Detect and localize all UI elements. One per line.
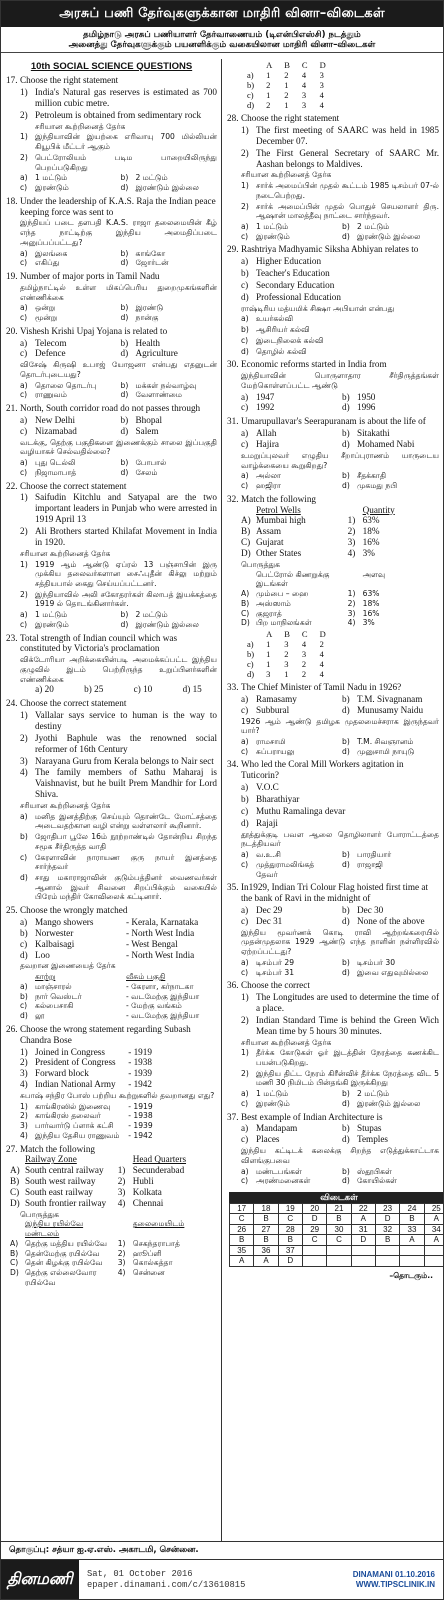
question-text: Choose the correct bbox=[241, 980, 310, 991]
tamil-text: இந்திய மூவர்ணக் கொடி ராவி ஆற்றங்கரையில் முதன்முதலாக 1929 ஆண்டு எந்த நாளின் நள்ளிரவில் ஏற்றப்பட்டது? bbox=[241, 927, 439, 957]
answer-cell: C bbox=[327, 1235, 351, 1245]
question-26: 26. Choose the wrong statement regarding Subash Chandra Bose 1) Joined in Congress - 1919 2) President of Congress - 1938 3) Forward block - 1939 4) Indian National Army - 1942 சுபாஷ் சந்திர போஸ் பற்றிய கூற்றுகளில் தவறானது எது? 1) காங்கிரஸில் இணைவு - 1919 2) காங்கிரஸ் தலைவர் - 1938 3) பார்வார்டு ப்ளாக் கட்சி - 1939 4) இந்திய தேசிய ராணுவம் - 1942 bbox=[6, 1024, 217, 1141]
option: ஒன்று bbox=[35, 303, 56, 313]
option: சுப்பராயலு bbox=[256, 746, 295, 756]
option: ஆசிரியர் கல்வி bbox=[256, 325, 310, 335]
option: இரண்டு bbox=[135, 303, 164, 313]
match-list: Petrol Wells Quantity A) Mumbai high 1) 63% B) Assam 2) 18% C) Gujarat 3) 16% D) Other States 4) 3% bbox=[241, 504, 395, 559]
tamil-text: சரியான கூற்றினைத் தேர்க bbox=[241, 170, 332, 180]
option: டிசம்பர் 30 bbox=[357, 957, 396, 967]
question-24: 24. Choose the correct statement 1) Vallalar says service to human is the way to destiny 2) Jyothi Baphule was the renowned social reformer of 16th Century 3) Narayana Guru from Kerala belongs to Nair sect 4) The family members of Sathu Maharaj is Vaishnavist, but he built Prem Mandhir for Lord Shiva. சரியான கூற்றினைத் தேர்க a) மனித இனத்திற்கு செய்யும் தொண்டே மோட்சத்தை அடைவதற்கான வழி என்று வள்ளலார் கூறினார். b) ஜோதிபா பூலே 16ம் நூற்றாண்டில் தோன்றிய சிறந்த சமூக சீர்திருத்த வாதி c) கேரளாவின் நாராயண குரு நாயர் இனத்தை சார்ந்தவர் d) சாது மகாராஜாவின் குடும்பத்தினர் வைணவர்கள் ஆனால் இவர் சிவனை சிறப்பிக்கும் வகையில் பிரேம் மந்திர் கோவிலைக் கட்டினார். bbox=[6, 698, 217, 902]
question-17: 17. Choose the right statement 1) India's Natural gas reserves is estimated as 700 million cubic metre. 2) Petroleum is obtained from sedimentary rock சரியான கூற்றினைத் தேர்க 1) இந்தியாவின் இயற்கை எரிவாயு 700 மில்லியன் கியூபிக் மீட்டர் ஆகும் 2) பெட்ரோலியம் படிம பாறையிலிருந்து பெறப்படுகிறது a) 1 மட்டும் b) 2 மட்டும் c) இரண்டும் d) இரண்டும் இல்லை bbox=[6, 75, 217, 192]
answer-cell: 30 bbox=[327, 1224, 351, 1234]
tamil-text: பொருத்துக bbox=[241, 559, 280, 569]
question-text: Who led the Coral Mill Workers agitation in Tuticorin? bbox=[241, 759, 404, 781]
option: Professional Education bbox=[256, 291, 341, 302]
statement: The First General Secretary of SAARC Mr. Aashan belongs to Maldives. bbox=[256, 147, 439, 169]
options: a) தொலை தொடர்பு b) மக்கள் நல்வாழ்வு c) ராணுவம் d) வேளாண்மை bbox=[20, 380, 197, 400]
answer-cell: B bbox=[327, 1214, 351, 1224]
answer-cell bbox=[424, 1256, 443, 1266]
option: Teacher's Education bbox=[256, 268, 330, 279]
answer-cell: A bbox=[230, 1256, 254, 1266]
question-33: 33. The Chief Minister of Tamil Nadu in 1926? a) Ramasamy b) T.M. Sivagnanam c) Subbural d) Munusamy Naidu 1926 ஆம் ஆண்டு தமிழக முதலமைச்சராக இருந்தவர் யார்? a) ராமசாமி b) T.M. சிவஞானம் c) சுப்பராயலு d) முனுசாமி நாயுடு bbox=[227, 682, 439, 756]
question-27: 27. Match the following Railway Zone Head Quarters A) South central railway 1) Secunderabad B) South west railway 2) Hubli C) South east railway 3) Kolkata D) South frontier railway 4) Chennai பொருத்துக இந்திய ரயில்வே மண்டலம் தலைமையிடம் A) தெற்கு மத்திய ரயில்வே 1) செகந்தராபாத் B) தென்மேற்கு ரயில்வே 2) ஹூப்ளி C) தென் கிழக்கு ரயில்வே 3) கொல்கத்தா D) தெற்கு எல்லைவோர ரயில்வே 4) சென்னை bbox=[6, 1144, 217, 1288]
tamil-text: சரியான கூற்றினைத் தேர்க bbox=[35, 121, 126, 131]
answer-cell: 26 bbox=[230, 1224, 254, 1234]
option: Allah bbox=[256, 428, 277, 439]
answer-cell: B bbox=[400, 1214, 424, 1224]
option: 1996 bbox=[357, 402, 376, 413]
options: a) Mandapam b) Stupas c) Places d) Temples bbox=[241, 1123, 388, 1145]
tamil-statement: கேரளாவின் நாராயண குரு நாயர் இனத்தை சார்ந்தவர் bbox=[35, 852, 217, 872]
option: 1947 bbox=[256, 391, 275, 402]
options: a) Telecom b) Health c) Defence d) Agriculture bbox=[20, 337, 178, 359]
option: இவை எதுவுமில்லை bbox=[357, 967, 429, 977]
tamil-text: சுபாஷ் சந்திர போஸ் பற்றிய கூற்றுகளில் தவறானது எது? bbox=[20, 1090, 215, 1100]
options: a) 1 மட்டும் b) 2 மட்டும் c) இரண்டும் d) இரண்டும் இல்லை bbox=[20, 173, 199, 192]
option: Nizamabad bbox=[35, 425, 77, 436]
answer-cell: 27 bbox=[254, 1224, 278, 1234]
dinamani-logo: தினமணி bbox=[1, 1560, 79, 1599]
option: Defence bbox=[35, 348, 66, 359]
option: Dec 30 bbox=[357, 904, 384, 915]
statement: Ali Brothers started Khilafat Movement in India in 1920. bbox=[35, 526, 217, 547]
option: கோயில்கள் bbox=[357, 1176, 398, 1186]
options: a) 1 மட்டும் b) 2 மட்டும் c) இரண்டும் d) இரண்டும் இல்லை bbox=[241, 1089, 421, 1108]
statement: Petroleum is obtained from sedimentary rock bbox=[35, 109, 202, 120]
question-28: 28. Choose the right statement 1) The first meeting of SAARC was held in 1985 December 07. 2) The First General Secretary of SAARC Mr. Aashan belongs to Maldives. சரியான கூற்றினைத் தேர்க 1) சார்க் அமைப்பின் முதல் கூட்டம் 1985 டிசம்பர் 07-ல் நடைபெற்றது. 2) சார்க் அமைப்பின் முதல் பொதுச் செயலாளர் திரு. ஆஷான் மாலத்தீவு நாட்டை சார்ந்தவர். a) 1 மட்டும் b) 2 மட்டும் c) இரண்டும் d) இரண்டும் இல்லை bbox=[227, 113, 439, 241]
option: New Delhi bbox=[35, 415, 76, 426]
brand-date: DINAMANI 01.10.2016 bbox=[352, 1570, 435, 1580]
question-30: 30. Economic reforms started in India from இந்தியாவின் பொருளாதார சீர்திருத்தங்கள் மேற்கொள்ளப்பட்ட ஆண்டு a) 1947 b) 1950 c) 1992 d) 1996 bbox=[227, 359, 439, 413]
tamil-text: தமிழ்நாட்டில் உள்ள மிகப்பெரிய துறைமுகங்களின் எண்ணிக்கை bbox=[20, 282, 217, 302]
tamil-text: உமறுப்புலவர் எழுதிய சீறாப்புராணம் யாருடைய வாழ்க்கையை கூறுகிறது? bbox=[241, 450, 439, 470]
answer-cell: 35 bbox=[230, 1245, 254, 1255]
option: இரண்டும் bbox=[256, 1098, 290, 1108]
question-text: Match the following bbox=[241, 493, 317, 504]
option: நான்கு bbox=[135, 313, 159, 322]
option: ஜோர்டன் bbox=[135, 258, 169, 268]
answer-cell: B bbox=[278, 1235, 302, 1245]
tamil-statement: சார்க் அமைப்பின் முதல் பொதுச் செயலாளர் திரு. ஆஷான் மாலத்தீவு நாட்டை சார்ந்தவர். bbox=[256, 201, 439, 221]
tamil-text: வடக்கு, தெற்கு பகுதிகளை இணைக்கும் சாலை இப்பகுதி வழியாகச் செல்வதில்லை? bbox=[20, 437, 217, 457]
answer-cell: 25 bbox=[424, 1203, 443, 1213]
question-text: In1929, Indian Tri Colour Flag hoisted first time at the bank of Ravi in the midnight of bbox=[241, 882, 429, 904]
option: Subbural bbox=[256, 704, 290, 715]
print-info bbox=[79, 1560, 353, 1599]
option: டிசம்பர் 31 bbox=[256, 967, 295, 977]
options: a) 1 மட்டும் b) 2 மட்டும் c) இரண்டும் d) இரண்டும் இல்லை bbox=[20, 610, 199, 629]
option: புது டெல்லி bbox=[35, 458, 76, 468]
answer-key bbox=[229, 1192, 439, 1267]
options: a) Ramasamy b) T.M. Sivagnanam c) Subbural d) Munusamy Naidu bbox=[241, 693, 424, 715]
option: Health bbox=[135, 337, 160, 348]
option: தொழில் கல்வி bbox=[256, 346, 307, 356]
answer-cell: B bbox=[230, 1235, 254, 1245]
answer-cell bbox=[375, 1245, 399, 1255]
question-18: 18. Under the leadership of K.A.S. Raja the Indian peace keeping force was sent to இந்தியப் படை தளபதி K.A.S. ராஜா தலைமையின் கீழ் எந்த நாட்டிற்கு இந்திய அமைதிப்படை அனுப்பப்பட்டது? a) இலங்கை b) காங்கோ c) எகிப்து d) ஜோர்டன் bbox=[6, 195, 217, 268]
answer-letter-row bbox=[230, 1256, 444, 1266]
tamil-statement: இந்தியாவின் இயற்கை எரிவாயு 700 மில்லியன் கியூபிக் மீட்டர் ஆகும் bbox=[35, 132, 217, 152]
answer-cell bbox=[400, 1256, 424, 1266]
option: பாரதியார் bbox=[357, 850, 392, 860]
option: இரண்டும் இல்லை bbox=[357, 231, 421, 241]
tamil-text: பொருத்துக bbox=[20, 1209, 59, 1219]
answer-cell: D bbox=[351, 1235, 375, 1245]
section-heading: 10th SOCIAL SCIENCE QUESTIONS bbox=[30, 61, 193, 72]
option: Rajaji bbox=[256, 817, 278, 828]
option: Mandapam bbox=[256, 1123, 298, 1134]
question-text: Under the leadership of K.A.S. Raja the Indian peace keeping force was sent to bbox=[20, 195, 216, 217]
option: Secondary Education bbox=[256, 279, 335, 290]
answer-cell: 20 bbox=[302, 1203, 326, 1213]
option: தொலை தொடர்பு bbox=[35, 380, 97, 390]
option: ராஜாஜி bbox=[357, 859, 383, 869]
options: a) புது டெல்லி b) போபால் c) நிஜாமாபாத் d) சேலம் bbox=[20, 458, 167, 477]
option: இரண்டும் இல்லை bbox=[135, 182, 199, 192]
tamil-text: இந்தியப் படை தளபதி K.A.S. ராஜா தலைமையின் கீழ் எந்த நாட்டிற்கு இந்திய அமைதிப்படை அனுப்பப்பட்டது? bbox=[20, 218, 217, 247]
options: a) ஒன்று b) இரண்டு c) மூன்று d) நான்கு bbox=[20, 303, 164, 322]
print-date: Sat, 01 October 2016 bbox=[87, 1569, 193, 1580]
match-list: 1) Joined in Congress - 1919 2) President of Congress - 1938 3) Forward block - 1939 4) Indian National Army - 1942 bbox=[20, 1046, 152, 1090]
tamil-text: ராஷ்டிரிய மத்யமிக் சிக்ஷா அபியான் என்பது bbox=[241, 303, 395, 313]
option: ராமசாமி bbox=[256, 737, 286, 747]
option: முத்துராமலிங்கத் தேவர் bbox=[256, 859, 315, 879]
option: 1 மட்டும் bbox=[256, 221, 289, 231]
option: இரண்டும் bbox=[35, 182, 69, 192]
answer-cell: A bbox=[424, 1214, 443, 1224]
option: Agriculture bbox=[135, 348, 178, 359]
answer-cell: A bbox=[424, 1235, 443, 1245]
question-text: Choose the correct statement bbox=[20, 698, 127, 709]
answer-cell: 21 bbox=[327, 1203, 351, 1213]
tamil-statement: ஜோதிபா பூலே 16ம் நூற்றாண்டில் தோன்றிய சிறந்த சமூக சீர்திருத்த வாதி bbox=[35, 832, 217, 851]
option: Stupas bbox=[357, 1123, 382, 1134]
statement: Jyothi Baphule was the renowned social reformer of 16th Century bbox=[35, 732, 217, 754]
tamil-text: தவறான இணையைத் தேர்க bbox=[20, 961, 116, 971]
answer-number-row bbox=[230, 1245, 444, 1255]
brand-info bbox=[353, 1560, 443, 1599]
answer-cell: C bbox=[302, 1235, 326, 1245]
options: a) ராமசாமி b) T.M. சிவஞானம் c) சுப்பராயலு d) முனுசாமி நாயுடு bbox=[241, 737, 415, 756]
question-text: Choose the right statement bbox=[241, 113, 340, 124]
statement: The Longitudes are used to determine the time of a place. bbox=[256, 992, 439, 1013]
page-subtitle bbox=[1, 27, 443, 53]
option: 1 மட்டும் bbox=[35, 173, 68, 183]
credit-bar bbox=[1, 1542, 443, 1560]
answer-cell bbox=[327, 1245, 351, 1255]
option: போபால் bbox=[135, 458, 167, 468]
tamil-statement: சாது மகாராஜாவின் குடும்பத்தினர் வைணவர்கள் ஆனால் இவர் சிவனை சிறப்பிக்கும் வகையில் பிரேம் மந்திர் கோவிலைக் கட்டினார். bbox=[35, 873, 217, 902]
option: c) 10 bbox=[133, 684, 153, 695]
option: V.O.C bbox=[256, 782, 279, 793]
tamil-text: இந்திய கட்டிடக் கலைக்கு சிறந்த எடுத்துக்காட்டாக விளங்குபவை bbox=[241, 1146, 439, 1165]
option: Sitakathi bbox=[357, 428, 390, 439]
options: a) மண்டபங்கள் b) ஸ்தூபிகள் c) அரண்மனைகள் d) கோயில்கள் bbox=[241, 1166, 398, 1186]
answer-cell: A bbox=[400, 1235, 424, 1245]
brand-site-link[interactable]: WWW.TIPSCLINIK.IN bbox=[355, 1579, 435, 1589]
question-text: Rashtriya Madhyamic Siksha Abhiyan relates to bbox=[241, 244, 419, 255]
left-column bbox=[1, 59, 222, 1541]
option: T.M. சிவஞானம் bbox=[357, 737, 414, 747]
tamil-text: விக்டோரியா அறிக்கையின்படி அமைக்கப்பட்ட இந்திய குழுவில் இடம் பெற்றிருந்த உறுப்பினர்களின் எண்ணிக்கை bbox=[20, 655, 217, 684]
option: T.M. Sivagnanam bbox=[357, 693, 423, 704]
credit-text: தொகுப்பு: சத்யா ஐ.ஏ.எஸ். அகாடமி, சென்னை. bbox=[9, 1545, 199, 1556]
options bbox=[6, 684, 217, 695]
answer-cell: D bbox=[375, 1214, 399, 1224]
option: 2 மட்டும் bbox=[135, 610, 168, 620]
option: Hajira bbox=[256, 439, 279, 450]
question-text: Choose the correct statement bbox=[20, 480, 127, 491]
answer-cell: A bbox=[254, 1256, 278, 1266]
subtitle-line-1: தமிழ்நாடு அரசுப் பணியாளர் தேர்வாணையம் (டிஎன்பிஎஸ்சி) நடத்தும் bbox=[83, 30, 361, 40]
question-text: Economic reforms started in India from bbox=[241, 359, 387, 370]
option: இலங்கை bbox=[35, 248, 68, 258]
question-text: Best example of Indian Architecture is bbox=[241, 1111, 383, 1122]
answer-cell bbox=[424, 1245, 443, 1255]
option: 1 மட்டும் bbox=[256, 1089, 289, 1099]
statement: Narayana Guru from Kerala belongs to Nair sect bbox=[35, 755, 214, 766]
option: ஹஜிரா bbox=[256, 481, 281, 491]
answer-cell: 37 bbox=[278, 1245, 302, 1255]
option: இடைநிலைக் கல்வி bbox=[256, 335, 324, 345]
answer-cell: 23 bbox=[375, 1203, 399, 1213]
option: டிசம்பர் 29 bbox=[256, 957, 295, 967]
option: Higher Education bbox=[256, 256, 322, 267]
option: 2 மட்டும் bbox=[357, 221, 390, 231]
option: a) 20 bbox=[35, 684, 54, 695]
options: a) இலங்கை b) காங்கோ c) எகிப்து d) ஜோர்டன் bbox=[20, 248, 169, 268]
tamil-text: சரியான கூற்றினைத் தேர்க bbox=[20, 548, 111, 558]
tamil-statement: இந்தியாவில் அலி சகோதரர்கள் கிலாபத் இயக்கத்தை 1919 ல் தொடங்கினார்கள். bbox=[35, 589, 217, 609]
option: இரண்டும் bbox=[256, 231, 290, 241]
question-22: 22. Choose the correct statement 1) Saifudin Kitchlu and Satyapal are the two important leaders in Punjab who were arrested in 1919 April 13 2) Ali Brothers started Khilafat Movement in India in 1920. சரியான கூற்றினைத் தேர்க 1) 1919 ஆம் ஆண்டு ஏப்ரல் 13 பஞ்சாபின் இரு முக்கிய தலைவர்களான சைஃபுதீன் கிச்லு மற்றும் சத்தியபால் கைது செய்யப்பட்டனர். 2) இந்தியாவில் அலி சகோதரர்கள் கிலாபத் இயக்கத்தை 1919 ல் தொடங்கினார்கள். a) 1 மட்டும் b) 2 மட்டும் c) இரண்டும் d) இரண்டும் இல்லை bbox=[6, 480, 217, 629]
answer-cell: 31 bbox=[351, 1224, 375, 1234]
option: மக்கள் நல்வாழ்வு bbox=[135, 380, 197, 390]
option: 1992 bbox=[256, 402, 275, 413]
tamil-statement: சார்க் அமைப்பின் முதல் கூட்டம் 1985 டிசம்பர் 07-ல் நடைபெற்றது. bbox=[256, 181, 439, 200]
question-21: 21. North, South corridor road do not passes through a) New Delhi b) Bhopal c) Nizamabad d) Salem வடக்கு, தெற்கு பகுதிகளை இணைக்கும் சாலை இப்பகுதி வழியாகச் செல்வதில்லை? a) புது டெல்லி b) போபால் c) நிஜாமாபாத் d) சேலம் bbox=[6, 403, 217, 477]
option: சீதக்காதி bbox=[357, 471, 387, 481]
tamil-match-list: காற்று வீசும் பகுதி a) மாஞ்சாரல் - கேரளா, கர்நாடகா b) நார் வெஸ்டர் - வடமேற்கு இந்தியா c) கல்பைசாகி - மேற்கு வங்கம் d) லூ - வடமேற்கு இந்தியா bbox=[20, 972, 200, 1021]
options: a) டிசம்பர் 29 b) டிசம்பர் 30 c) டிசம்பர் 31 d) இவை எதுவுமில்லை bbox=[241, 957, 429, 977]
option: வேளாண்மை bbox=[135, 390, 182, 400]
answer-cell: 32 bbox=[375, 1224, 399, 1234]
answer-cell: 33 bbox=[400, 1224, 424, 1234]
question-text: Vishesh Krishi Upaj Yojana is related to bbox=[20, 325, 168, 336]
option: 1 மட்டும் bbox=[35, 610, 68, 620]
answer-cell bbox=[327, 1256, 351, 1266]
options: a) வ.உ.சி b) பாரதியார் c) முத்துராமலிங்கத் தேவர் d) ராஜாஜி bbox=[241, 850, 392, 879]
tamil-text: விசேஷ் கிருஷி உபாஜ் யோஜனா என்பது எதனுடன் தொடர்புடையது? bbox=[20, 360, 217, 380]
option: உயர்கல்வி bbox=[256, 314, 294, 324]
option: சேலம் bbox=[135, 467, 158, 477]
option: Mohamed Nabi bbox=[357, 439, 415, 450]
question-text: Number of major ports in Tamil Nadu bbox=[20, 270, 160, 281]
option: Munusamy Naidu bbox=[357, 704, 424, 715]
option: Dec 31 bbox=[256, 915, 283, 926]
tamil-statement: பெட்ரோலியம் படிம பாறையிலிருந்து பெறப்படுகிறது bbox=[35, 152, 217, 172]
answer-code-table: A B C D a) 1 2 4 3 b) 2 1 4 3 c) 1 2 3 4 d) 2 1 3 4 bbox=[247, 60, 326, 111]
tamil-text: 1926 ஆம் ஆண்டு தமிழக முதலமைச்சராக இருந்தவர் யார்? bbox=[241, 716, 439, 736]
option: முகமது நபி bbox=[357, 481, 398, 491]
answer-cell: 24 bbox=[400, 1203, 424, 1213]
option: Bhopal bbox=[135, 415, 163, 426]
option: b) 25 bbox=[84, 684, 104, 695]
question-columns bbox=[1, 59, 443, 1541]
question-text: The Chief Minister of Tamil Nadu in 1926? bbox=[241, 682, 402, 693]
question-37: 37. Best example of Indian Architecture is a) Mandapam b) Stupas c) Places d) Temples இந்திய கட்டிடக் கலைக்கு சிறந்த எடுத்துக்காட்டாக விளங்குபவை a) மண்டபங்கள் b) ஸ்தூபிகள் c) அரண்மனைகள் d) கோயில்கள் bbox=[227, 1111, 439, 1186]
option: இரண்டும் bbox=[35, 619, 69, 629]
question-31: 31. Umarupullavar's Seerapuranam is about the life of a) Allah b) Sitakathi c) Hajira d) Mohamed Nabi உமறுப்புலவர் எழுதிய சீறாப்புராணம் யாருடைய வாழ்க்கையை கூறுகிறது? a) அல்லா b) சீதக்காதி c) ஹஜிரா d) முகமது நபி bbox=[227, 416, 439, 491]
statement: India's Natural gas reserves is estimated as 700 million cubic metre. bbox=[35, 87, 217, 108]
answer-cell: B bbox=[375, 1235, 399, 1245]
answer-cell: 29 bbox=[302, 1224, 326, 1234]
question-25: 25. Choose the wrongly matched a) Mango showers - Kerala, Karnataka b) Norwester - North West India c) Kalbaisagi - West Bengal d) Loo - North West India தவறான இணையைத் தேர்க காற்று வீசும் பகுதி a) மாஞ்சாரல் - கேரளா, கர்நாடகா b) நார் வெஸ்டர் - வடமேற்கு இந்தியா c) கல்பைசாகி - மேற்கு வங்கம் d) லூ - வடமேற்கு இந்தியா bbox=[6, 905, 217, 1021]
answer-cell bbox=[375, 1256, 399, 1266]
page-footer bbox=[1, 1541, 443, 1599]
question-text: North, South corridor road do not passes through bbox=[20, 403, 201, 414]
option: d) 15 bbox=[182, 684, 202, 695]
answer-cell bbox=[302, 1256, 326, 1266]
tamil-statement: 1919 ஆம் ஆண்டு ஏப்ரல் 13 பஞ்சாபின் இரு முக்கிய தலைவர்களான சைஃபுதீன் கிச்லு மற்றும் சத்தியபால் கைது செய்யப்பட்டனர். bbox=[35, 559, 217, 588]
question-text: Choose the right statement bbox=[20, 75, 119, 86]
tamil-text: இந்தியாவின் பொருளாதார சீர்திருத்தங்கள் மேற்கொள்ளப்பட்ட ஆண்டு bbox=[241, 371, 439, 390]
question-29: 29. Rashtriya Madhyamic Siksha Abhiyan relates to a) Higher Education b) Teacher's Education c) Secondary Education d) Professional Education ராஷ்டிரிய மத்யமிக் சிக்ஷா அபியான் என்பது a) உயர்கல்வி b) ஆசிரியர் கல்வி c) இடைநிலைக் கல்வி d) தொழில் கல்வி bbox=[227, 244, 439, 356]
question-23: 23. Total strength of Indian council which was constituted by Victoria's proclamation விக்டோரியா அறிக்கையின்படி அமைக்கப்பட்ட இந்திய குழுவில் இடம் பெற்றிருந்த உறுப்பினர்களின் எண்ணிக்கை a) 20 b) 25 c) 10 d) 15 bbox=[6, 632, 217, 695]
statement: Vallalar says service to human is the way to destiny bbox=[35, 710, 217, 731]
option: அரண்மனைகள் bbox=[256, 1176, 311, 1186]
answer-cell: 34 bbox=[424, 1224, 443, 1234]
option: எகிப்து bbox=[35, 258, 60, 268]
option: நிஜாமாபாத் bbox=[35, 467, 77, 477]
options: a) Dec 29 b) Dec 30 c) Dec 31 d) None of the above bbox=[241, 904, 425, 926]
tamil-text: தூத்துக்குடி பவள ஆலை தொழிலாளர் போராட்டத்தை நடத்தியவர் bbox=[241, 829, 439, 849]
question-20: 20. Vishesh Krishi Upaj Yojana is related to a) Telecom b) Health c) Defence d) Agriculture விசேஷ் கிருஷி உபாஜ் யோஜனா என்பது எதனுடன் தொடர்புடையது? a) தொலை தொடர்பு b) மக்கள் நல்வாழ்வு c) ராணுவம் d) வேளாண்மை bbox=[6, 325, 217, 400]
option: மண்டபங்கள் bbox=[256, 1166, 302, 1176]
tamil-statement: இந்திய திட்ட நேரம் கிரீன்விச் தீர்க்க நேரத்தை விட 5 மணி 30 நிமிடம் பின்தங்கி இருக்கிறது bbox=[256, 1068, 439, 1088]
answer-cell: B bbox=[254, 1235, 278, 1245]
option: வ.உ.சி bbox=[256, 850, 281, 860]
option: அல்லா bbox=[256, 471, 282, 481]
option: முனுசாமி நாயுடு bbox=[357, 746, 415, 756]
option: Telecom bbox=[35, 337, 67, 348]
answer-cell: 28 bbox=[278, 1224, 302, 1234]
statement: The family members of Sathu Maharaj is Vaishnavist, but he built Prem Mandhir for Lord Shiva. bbox=[35, 767, 217, 800]
tamil-match-list: பெட்ரோல் கிணறுக்கு இடங்கள் அளவு A) மும்பை – ஹை 1) 63% B) அஸ்ஸாம் 2) 18% C) குஜராத் 3) 16% D) பிற மாநிலங்கள் 4) 3% bbox=[241, 569, 386, 628]
statement: Indian Standard Time is behind the Green Wich Mean time by 5 hours 30 minutes. bbox=[256, 1014, 439, 1036]
question-text: Match the following bbox=[20, 1143, 96, 1154]
tamil-match-list: 1) காங்கிரஸில் இணைவு - 1919 2) காங்கிரஸ் தலைவர் - 1938 3) பார்வார்டு ப்ளாக் கட்சி - 1939 4) இந்திய தேசிய ராணுவம் - 1942 bbox=[20, 1101, 153, 1140]
answer-cell bbox=[302, 1245, 326, 1255]
answer-key-title: விடைகள் bbox=[229, 1192, 443, 1203]
question-34: 34. Who led the Coral Mill Workers agitation in Tuticorin? a) V.O.C b) Bharathiyar c) Muthu Ramalinga devar d) Rajaji தூத்துக்குடி பவள ஆலை தொழிலாளர் போராட்டத்தை நடத்தியவர் a) வ.உ.சி b) பாரதியார் c) முத்துராமலிங்கத் தேவர் d) ராஜாஜி bbox=[227, 759, 439, 879]
answer-cell: 36 bbox=[254, 1245, 278, 1255]
option: Ramasamy bbox=[256, 693, 297, 704]
option: Muthu Ramalinga devar bbox=[256, 805, 346, 816]
answer-cell: 18 bbox=[254, 1203, 278, 1213]
option: காங்கோ bbox=[135, 248, 166, 258]
options: a) 1947 b) 1950 c) 1992 d) 1996 bbox=[241, 391, 376, 413]
option: 1950 bbox=[357, 391, 376, 402]
question-text: Choose the wrongly matched bbox=[20, 905, 128, 916]
option: 2 மட்டும் bbox=[357, 1089, 390, 1099]
continued-label: –தொடரும்.. bbox=[389, 1270, 433, 1280]
answer-cell bbox=[351, 1256, 375, 1266]
answer-key-table bbox=[229, 1203, 443, 1267]
question-35: 35. In1929, Indian Tri Colour Flag hoisted first time at the bank of Ravi in the midnight of a) Dec 29 b) Dec 30 c) Dec 31 d) None of the above இந்திய மூவர்ணக் கொடி ராவி ஆற்றங்கரையில் முதன்முதலாக 1929 ஆண்டு எந்த நாளின் நள்ளிரவில் ஏற்றப்பட்டது? a) டிசம்பர் 29 b) டிசம்பர் 30 c) டிசம்பர் 31 d) இவை எதுவுமில்லை bbox=[227, 882, 439, 977]
option: Dec 29 bbox=[256, 904, 283, 915]
options: a) அல்லா b) சீதக்காதி c) ஹஜிரா d) முகமது நபி bbox=[241, 471, 398, 491]
option: None of the above bbox=[357, 915, 425, 926]
tamil-statement: தீர்க்க கோடுகள் ஓர் இடத்தின் நேரத்தை கணக்கிட பயன்படுகிறது. bbox=[256, 1048, 439, 1067]
question-36: 36. Choose the correct 1) The Longitudes are used to determine the time of a place. 2) Indian Standard Time is behind the Green Wich Mean time by 5 hours 30 minutes. சரியான கூற்றினைத் தேர்க 1) தீர்க்க கோடுகள் ஓர் இடத்தின் நேரத்தை கணக்கிட பயன்படுகிறது. 2) இந்திய திட்ட நேரம் கிரீன்விச் தீர்க்க நேரத்தை விட 5 மணி 30 நிமிடம் பின்தங்கி இருக்கிறது a) 1 மட்டும் b) 2 மட்டும் c) இரண்டும் d) இரண்டும் இல்லை bbox=[227, 980, 439, 1108]
question-text: Choose the wrong statement regarding Subash Chandra Bose bbox=[20, 1023, 191, 1045]
options: a) New Delhi b) Bhopal c) Nizamabad d) Salem bbox=[20, 415, 163, 436]
tamil-text: சரியான கூற்றினைத் தேர்க bbox=[20, 801, 111, 810]
question-19: 19. Number of major ports in Tamil Nadu தமிழ்நாட்டில் உள்ள மிகப்பெரிய துறைமுகங்களின் எண்ணிக்கை a) ஒன்று b) இரண்டு c) மூன்று d) நான்கு bbox=[6, 270, 217, 322]
option: 2 மட்டும் bbox=[135, 173, 168, 183]
question-text: Total strength of Indian council which was constituted by Victoria's proclamation bbox=[20, 632, 178, 654]
option: Places bbox=[256, 1134, 280, 1145]
answer-cell: B bbox=[254, 1214, 278, 1224]
answer-cell bbox=[400, 1245, 424, 1255]
answer-code-table: A B C D a) 1 3 4 2 b) 1 2 3 4 c) 1 3 2 4 d) 3 1 2 4 bbox=[247, 628, 326, 680]
answer-cell bbox=[351, 1245, 375, 1255]
answer-cell: A bbox=[351, 1214, 375, 1224]
answer-letter-row bbox=[230, 1214, 444, 1224]
statement: Saifudin Kitchlu and Satyapal are the two important leaders in Punjab who were arrested in 1919 April 13 bbox=[35, 492, 217, 525]
answer-cell: D bbox=[278, 1256, 302, 1266]
answer-letter-row bbox=[230, 1235, 444, 1245]
answer-cell: C bbox=[230, 1214, 254, 1224]
tamil-text: சரியான கூற்றினைத் தேர்க bbox=[241, 1037, 332, 1047]
question-text: Umarupullavar's Seerapuranam is about the life of bbox=[241, 416, 426, 427]
statement: The first meeting of SAARC was held in 1985 December 07. bbox=[256, 124, 439, 146]
option: Bharathiyar bbox=[256, 794, 300, 805]
question-32: 32. Match the following Petrol Wells Quantity A) Mumbai high 1) 63% B) Assam 2) 18% C) Gujarat 3) 16% D) Other States 4) 3% பொருத்துக பெட்ரோல் கிணறுக்கு இடங்கள் அளவு A) மும்பை – ஹை 1) 63% B) அஸ்ஸாம் 2) 18% C) குஜராத் 3) 16% D) பிற மாநிலங்கள் 4) 3% A B C D a) 1 3 4 2 b) 1 2 3 4 c) 1 3 2 4 d) 3 1 2 4 bbox=[227, 494, 439, 679]
match-list: Railway Zone Head Quarters A) South central railway 1) Secunderabad B) South west railway 2) Hubli C) South east railway 3) Kolkata D) South frontier railway 4) Chennai bbox=[10, 1154, 187, 1208]
option: இரண்டும் இல்லை bbox=[135, 619, 199, 629]
answer-number-row bbox=[230, 1224, 444, 1234]
answer-cell: D bbox=[302, 1214, 326, 1224]
answer-cell: 19 bbox=[278, 1203, 302, 1213]
epaper-link[interactable]: epaper.dinamani.com/c/13610815 bbox=[87, 1579, 246, 1590]
option: Temples bbox=[357, 1134, 388, 1145]
option: ராணுவம் bbox=[35, 390, 67, 400]
tamil-match-list: இந்திய ரயில்வே மண்டலம் தலைமையிடம் A) தெற்கு மத்திய ரயில்வே 1) செகந்தராபாத் B) தென்மேற்கு ரயில்வே 2) ஹூப்ளி C) தென் கிழக்கு ரயில்வே 3) கொல்கத்தா D) தெற்கு எல்லைவோர ரயில்வே 4) சென்னை bbox=[10, 1219, 185, 1287]
answer-number-row bbox=[230, 1203, 444, 1213]
page-title: அரசுப் பணி தேர்வுகளுக்கான மாதிரி வினா–விடைகள் bbox=[1, 1, 443, 27]
match-list: a) Mango showers - Kerala, Karnataka b) Norwester - North West India c) Kalbaisagi - West Bengal d) Loo - North West India bbox=[20, 917, 199, 960]
option: ஸ்தூபிகள் bbox=[357, 1166, 392, 1176]
answer-cell: C bbox=[278, 1214, 302, 1224]
option: இரண்டும் இல்லை bbox=[357, 1098, 421, 1108]
option: மூன்று bbox=[35, 313, 58, 322]
tamil-statement: மனித இனத்திற்கு செய்யும் தொண்டே மோட்சத்தை அடைவதற்கான வழி என்று வள்ளலார் கூறினார். bbox=[35, 811, 217, 831]
answer-cell: 17 bbox=[230, 1203, 254, 1213]
option: Salem bbox=[135, 425, 159, 436]
right-column bbox=[222, 59, 443, 1541]
answer-cell: 22 bbox=[351, 1203, 375, 1213]
options: a) 1 மட்டும் b) 2 மட்டும் c) இரண்டும் d) இரண்டும் இல்லை bbox=[241, 221, 421, 241]
subtitle-line-2: அனைத்து தேர்வுகளுக்கும் பயனளிக்கும் வகையிலான மாதிரி வினா–விடைகள் bbox=[68, 40, 376, 51]
options: a) Allah b) Sitakathi c) Hajira d) Mohamed Nabi bbox=[241, 428, 415, 450]
brand-bar bbox=[1, 1560, 443, 1599]
